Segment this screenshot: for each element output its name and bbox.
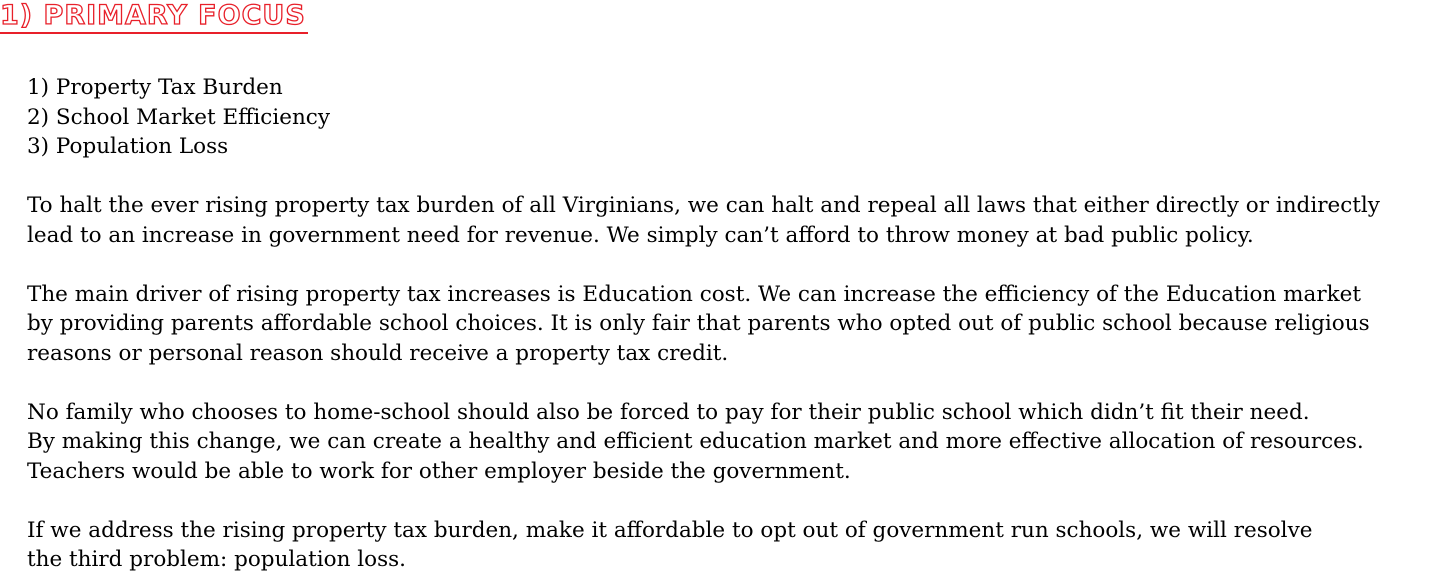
paragraph-line: To halt the ever rising property tax burden of all Virginians, we can halt and repeal all laws that either directly or indirectly <box>27 193 1380 218</box>
priority-list <box>27 73 1437 162</box>
paragraph-line: By making this change, we can create a healthy and efficient education market and more effective allocation of resources. <box>27 429 1364 454</box>
page-title: 1) PRIMARY FOCUS <box>0 0 308 34</box>
paragraph-line: No family who chooses to home-school should also be forced to pay for their public school which didn’t fit their need. <box>27 399 1310 425</box>
paragraph-property-tax <box>27 191 1437 250</box>
paragraph-line: reasons or personal reason should receive a property tax credit. <box>27 340 729 366</box>
paragraph-home-school <box>27 398 1437 487</box>
paragraph-line: lead to an increase in government need for revenue. We simply can’t afford to throw money at bad public policy. <box>27 222 1254 248</box>
paragraph-line: the third problem: population loss. <box>27 547 406 572</box>
paragraph-line: Teachers would be able to work for other employer beside the government. <box>27 458 851 484</box>
paragraph-population-loss <box>27 516 1437 575</box>
list-item: 1) Property Tax Burden <box>27 75 283 100</box>
paragraph-line: by providing parents affordable school choices. It is only fair that parents who opted out of public school because religious <box>27 311 1370 336</box>
list-item: 3) Population Loss <box>27 134 229 159</box>
document-body <box>27 73 1437 575</box>
list-item: 2) School Market Efficiency <box>27 104 330 130</box>
paragraph-line: If we address the rising property tax burden, make it affordable to opt out of government run schools, we will resolve <box>27 517 1313 543</box>
paragraph-line: The main driver of rising property tax increases is Education cost. We can increase the efficiency of the Education market <box>27 281 1362 307</box>
paragraph-education-cost <box>27 280 1437 369</box>
